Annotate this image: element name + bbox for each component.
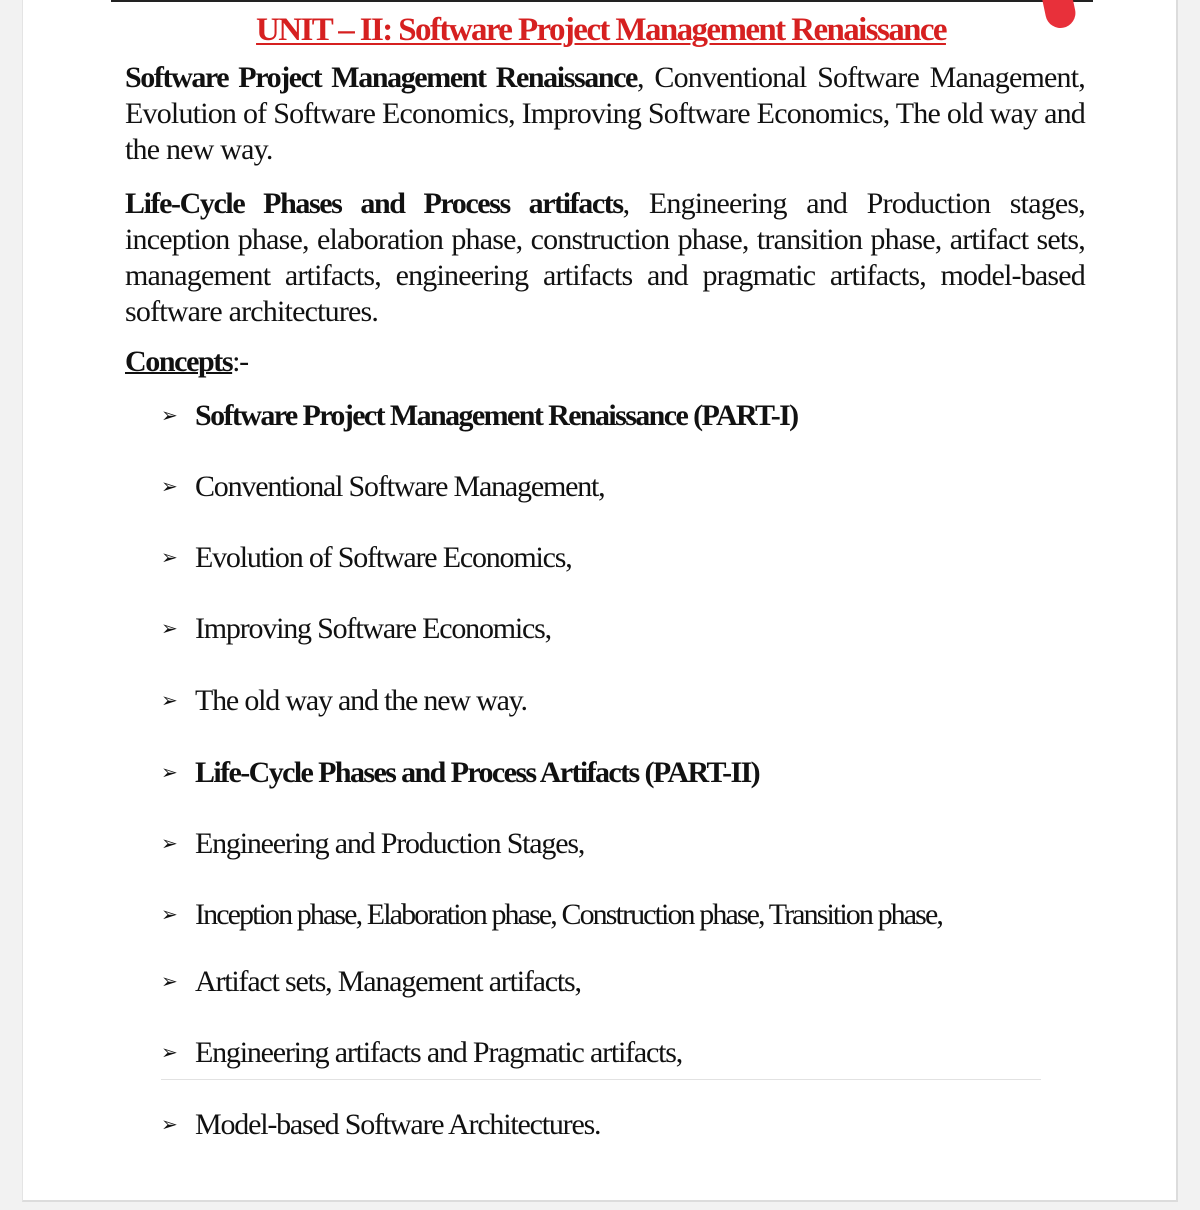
concept-item-text: Model-based Software Architectures. (195, 1108, 601, 1141)
arrow-bullet-icon: ➢ (161, 545, 177, 569)
concept-item-text: The old way and the new way. (195, 684, 527, 717)
unit-title: UNIT – II: Software Project Management Renaissance (256, 12, 946, 48)
concept-item-1 (161, 468, 604, 505)
arrow-bullet-icon: ➢ (161, 969, 177, 993)
concept-item-6 (161, 825, 584, 862)
concept-item-10 (161, 1106, 600, 1143)
arrow-bullet-icon: ➢ (161, 616, 177, 640)
concept-item-9 (161, 1034, 682, 1071)
concept-item-text: Improving Software Economics, (195, 612, 551, 645)
concept-item-8 (161, 963, 581, 1000)
concept-item-text: Engineering and Production Stages, (195, 827, 585, 860)
arrow-bullet-icon: ➢ (161, 474, 177, 498)
para1-bold-heading: Software Project Management Renaissance (125, 61, 637, 94)
concept-item-4 (161, 682, 527, 719)
page-break-line (161, 1079, 1041, 1080)
arrow-bullet-icon: ➢ (161, 688, 177, 712)
concepts-label: Concepts (125, 345, 233, 378)
concept-item-text: Engineering artifacts and Pragmatic artifacts, (195, 1036, 683, 1069)
arrow-bullet-icon: ➢ (161, 902, 177, 926)
concept-item-7 (161, 896, 942, 933)
arrow-bullet-icon: ➢ (161, 1112, 177, 1136)
top-rule (111, 0, 1093, 2)
arrow-bullet-icon: ➢ (161, 831, 177, 855)
document-page (22, 0, 1178, 1202)
concept-item-5 (161, 754, 759, 791)
concept-item-text: Artifact sets, Management artifacts, (195, 965, 581, 998)
arrow-bullet-icon: ➢ (161, 403, 177, 427)
para2-bold-heading: Life-Cycle Phases and Process artifacts (125, 187, 623, 220)
arrow-bullet-icon: ➢ (161, 760, 177, 784)
concept-item-0 (161, 397, 798, 434)
concept-item-text: Inception phase, Elaboration phase, Construction phase, Transition phase, (195, 898, 942, 931)
concept-item-text: Conventional Software Management, (195, 470, 605, 503)
unit-summary-paragraph-2 (125, 186, 1085, 330)
unit-summary-paragraph-1 (125, 60, 1085, 168)
concepts-suffix: :- (232, 345, 248, 378)
concepts-heading (125, 345, 248, 379)
concept-item-3 (161, 610, 551, 647)
concept-item-text: Life-Cycle Phases and Process Artifacts (PART-II) (195, 756, 760, 789)
para1-text: , Conventional Software Management, Evolution of Software Economics, Improving Software Economics, The old way and the new way. (125, 61, 1085, 166)
concept-item-text: Evolution of Software Economics, (195, 541, 572, 574)
para2-text: , Engineering and Production stages, inception phase, elaboration phase, construction phase, transition phase, artifact sets, management artifacts, engineering artifacts and pragmatic artifacts, model-based software architectures. (125, 187, 1086, 328)
concept-item-2 (161, 539, 572, 576)
arrow-bullet-icon: ➢ (161, 1040, 177, 1064)
concept-item-text: Software Project Management Renaissance (PART-I) (195, 399, 798, 432)
